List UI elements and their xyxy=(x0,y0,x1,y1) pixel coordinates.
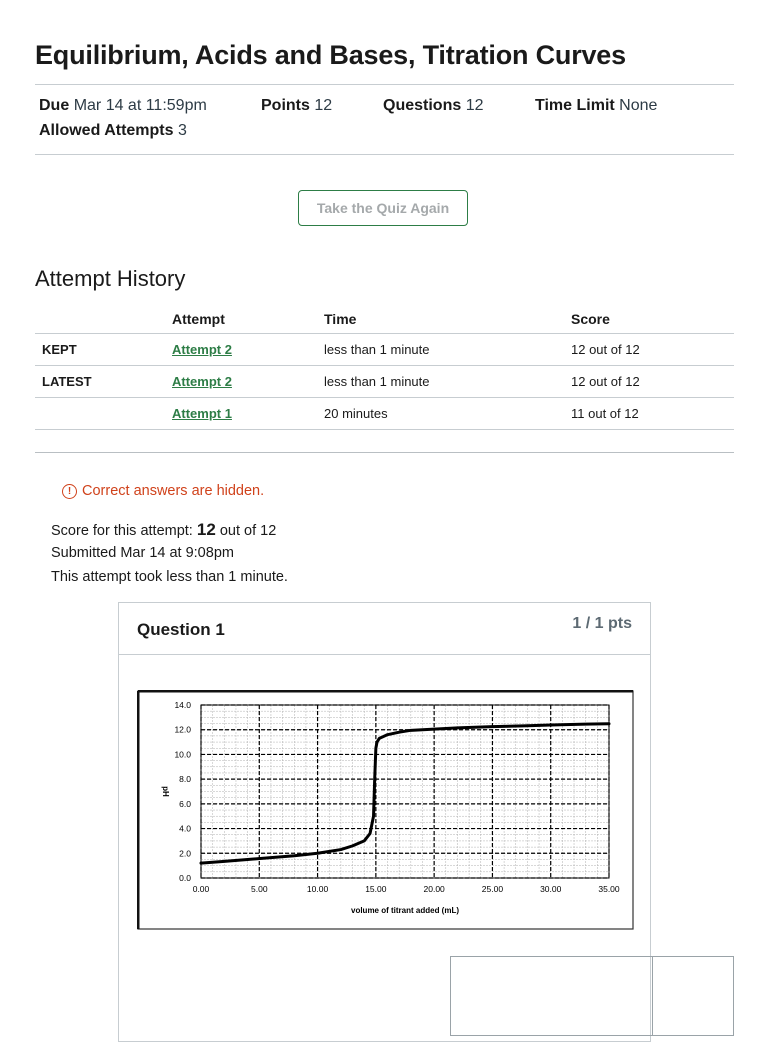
attempt-score: 12 out of 12 xyxy=(571,334,734,366)
attempt-history-table xyxy=(35,304,734,430)
questions-value: 12 xyxy=(465,97,484,114)
x-tick-label: 0.00 xyxy=(192,884,210,894)
answer-box-divider xyxy=(652,956,653,1036)
attempts-label: Allowed Attempts xyxy=(39,122,174,139)
y-tick-label: 6.0 xyxy=(179,798,191,809)
attempt-duration: This attempt took less than 1 minute. xyxy=(51,569,288,585)
questions-label: Questions xyxy=(383,97,462,114)
time-limit-label: Time Limit xyxy=(535,97,615,114)
x-tick-label: 35.00 xyxy=(598,884,620,894)
attempts-value: 3 xyxy=(177,122,187,139)
x-axis-label: volume of titrant added (mL) xyxy=(351,906,459,915)
time-limit-value: None xyxy=(619,97,658,114)
due-label: Due xyxy=(39,97,70,114)
warning-icon: ! xyxy=(62,484,77,499)
points xyxy=(261,97,332,115)
column-header-score: Score xyxy=(571,304,734,334)
points-value: 12 xyxy=(314,97,333,114)
x-tick-label: 10.00 xyxy=(306,884,329,894)
answer-box xyxy=(450,956,734,1036)
question-points: 1 / 1 pts xyxy=(572,615,632,632)
attempt-time: 20 minutes xyxy=(324,398,571,430)
due-value: Mar 14 at 11:59pm xyxy=(73,97,207,114)
attempt-score: 11 out of 12 xyxy=(571,398,734,430)
question-title: Question 1 xyxy=(137,620,225,639)
points-label: Points xyxy=(261,97,310,114)
y-axis-label: pH xyxy=(161,786,170,797)
page-title: Equilibrium, Acids and Bases, Titration Curves xyxy=(35,40,626,70)
score-suffix: out of 12 xyxy=(215,523,277,539)
y-tick-label: 2.0 xyxy=(179,848,191,859)
x-tick-label: 15.00 xyxy=(365,884,387,894)
attempt-tag: LATEST xyxy=(35,366,172,398)
x-tick-label: 20.00 xyxy=(423,884,445,894)
attempt-score: 12 out of 12 xyxy=(571,366,734,398)
x-tick-label: 5.00 xyxy=(251,884,268,894)
attempt-link[interactable]: Attempt 2 xyxy=(172,342,232,357)
table-row xyxy=(35,366,734,398)
y-tick-label: 8.0 xyxy=(179,774,191,785)
x-tick-label: 30.00 xyxy=(540,884,562,894)
table-header-row xyxy=(35,304,734,334)
attempt-history-title: Attempt History xyxy=(35,266,186,291)
score-prefix: Score for this attempt: xyxy=(51,523,197,539)
allowed-attempts xyxy=(39,122,187,140)
time-limit xyxy=(535,97,657,115)
attempt-link[interactable]: Attempt 1 xyxy=(172,406,232,421)
attempt-tag: KEPT xyxy=(35,334,172,366)
titration-chart-svg xyxy=(137,690,634,930)
y-tick-label: 14.0 xyxy=(174,700,191,710)
attempt-score-line xyxy=(51,520,276,540)
table-row xyxy=(35,334,734,366)
divider xyxy=(35,84,734,85)
correct-answers-hidden-notice xyxy=(62,483,264,499)
column-header-attempt: Attempt xyxy=(172,304,324,334)
divider xyxy=(35,452,734,453)
question-header xyxy=(119,603,650,655)
column-header-tag xyxy=(35,304,172,334)
titration-chart xyxy=(137,690,634,930)
attempt-time: less than 1 minute xyxy=(324,334,571,366)
attempt-time: less than 1 minute xyxy=(324,366,571,398)
questions-count xyxy=(383,97,483,115)
y-tick-label: 12.0 xyxy=(174,724,191,735)
divider xyxy=(35,154,734,155)
table-row xyxy=(35,398,734,430)
y-tick-label: 10.0 xyxy=(174,749,191,760)
attempt-tag xyxy=(35,398,172,430)
column-header-time: Time xyxy=(324,304,571,334)
due-date xyxy=(39,97,207,115)
attempt-link[interactable]: Attempt 2 xyxy=(172,374,232,389)
hidden-notice-text: Correct answers are hidden. xyxy=(82,483,265,499)
score-value: 12 xyxy=(196,520,216,539)
take-quiz-again-button[interactable]: Take the Quiz Again xyxy=(298,190,468,226)
x-tick-label: 25.00 xyxy=(481,884,504,894)
y-tick-label: 0.0 xyxy=(179,873,191,883)
submitted-time: Submitted Mar 14 at 9:08pm xyxy=(51,545,234,561)
y-tick-label: 4.0 xyxy=(179,823,191,834)
